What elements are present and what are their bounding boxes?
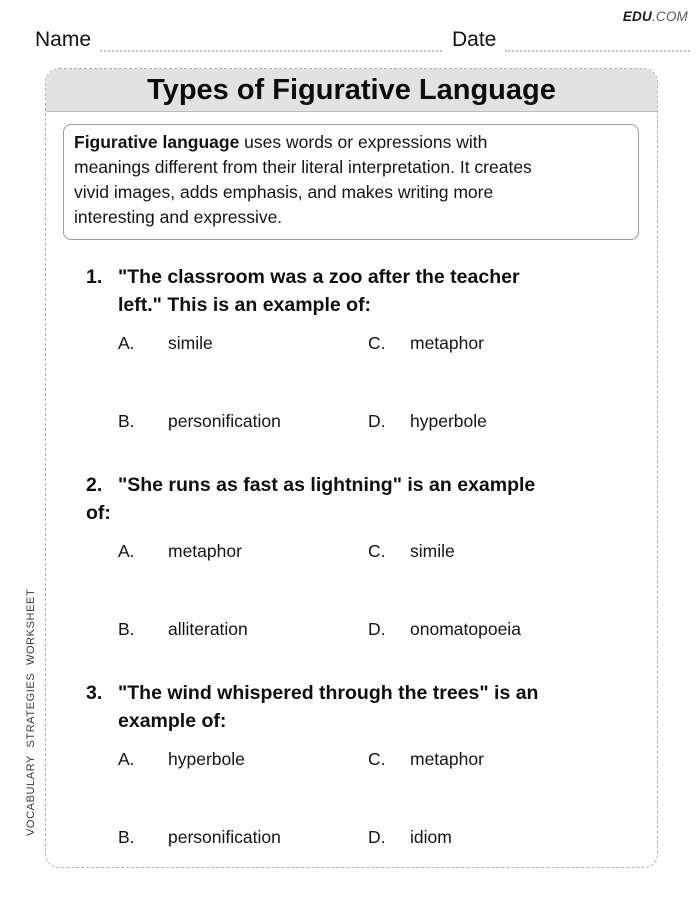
option-3D-text: idiom <box>410 827 452 847</box>
name-label: Name <box>35 28 92 51</box>
option-1A-text: simile <box>168 333 213 353</box>
option-row <box>118 748 639 770</box>
option-2A-text: metaphor <box>168 541 242 561</box>
definition-line-4: interesting and expressive. <box>74 207 283 227</box>
question-1-line-2: left." This is an example of: <box>118 293 372 316</box>
question-1-number: 1. <box>86 266 103 288</box>
name-date-row <box>35 27 690 53</box>
option-3A[interactable] <box>118 748 368 770</box>
worksheet-title: Types of Figurative Language <box>46 69 657 112</box>
edu-logo <box>623 9 688 24</box>
option-3C[interactable] <box>368 748 484 770</box>
worksheet-sheet <box>45 68 658 868</box>
option-1C-letter: C. <box>368 333 386 353</box>
question-3-number: 3. <box>86 682 103 704</box>
question-2-number: 2. <box>86 474 103 496</box>
option-1D-text: hyperbole <box>410 411 487 431</box>
question-2-line-2: of: <box>86 501 111 524</box>
question-3-line-2: example of: <box>118 709 227 732</box>
option-1B-text: personification <box>168 411 281 431</box>
option-row <box>118 540 639 562</box>
option-row <box>118 618 639 640</box>
option-3A-text: hyperbole <box>168 749 245 769</box>
question-1-options <box>86 332 639 432</box>
question-2-line-1-text: "She runs as fast as lightning" is an example <box>118 474 536 496</box>
question-3-line-1: "The wind whispered through the trees" is an <box>118 682 539 704</box>
option-1B[interactable] <box>118 410 368 432</box>
questions-section <box>46 240 657 848</box>
question-3 <box>86 680 639 848</box>
question-2-heading <box>86 472 639 527</box>
option-1B-letter: B. <box>118 411 135 431</box>
question-1-line-1: "The classroom was a zoo after the teacher <box>118 266 520 288</box>
option-2D-letter: D. <box>368 619 386 639</box>
question-3-options <box>86 748 639 848</box>
definition-lead: Figurative language <box>74 132 240 152</box>
option-2D[interactable] <box>368 618 521 640</box>
definition-box <box>63 124 639 240</box>
option-3D-letter: D. <box>368 827 386 847</box>
date-write-line[interactable] <box>505 40 690 52</box>
question-1-text <box>118 264 520 319</box>
option-row <box>118 410 639 432</box>
question-1-heading <box>86 264 639 319</box>
option-2B-text: alliteration <box>168 619 248 639</box>
option-3D[interactable] <box>368 826 452 848</box>
option-3C-text: metaphor <box>410 749 484 769</box>
option-1A-letter: A. <box>118 333 135 353</box>
option-2C-letter: C. <box>368 541 386 561</box>
option-2D-text: onomatopoeia <box>410 619 521 639</box>
definition-line-2: meanings different from their literal interpretation. It creates <box>74 157 532 177</box>
option-1A[interactable] <box>118 332 368 354</box>
edu-logo-light: .COM <box>651 9 688 24</box>
option-2B-letter: B. <box>118 619 135 639</box>
option-1D[interactable] <box>368 410 487 432</box>
option-3B-text: personification <box>168 827 281 847</box>
question-3-text <box>118 680 538 735</box>
option-3B[interactable] <box>118 826 368 848</box>
option-1C[interactable] <box>368 332 484 354</box>
vertical-worksheet-label: VOCABULARY STRATEGIES WORKSHEET <box>25 588 37 836</box>
option-row <box>118 826 639 848</box>
name-field <box>35 27 442 53</box>
option-2A-letter: A. <box>118 541 135 561</box>
option-3C-letter: C. <box>368 749 386 769</box>
option-3B-letter: B. <box>118 827 135 847</box>
question-2 <box>86 472 639 640</box>
option-2C-text: simile <box>410 541 455 561</box>
option-1C-text: metaphor <box>410 333 484 353</box>
definition-line-3: vivid images, adds emphasis, and makes writing more <box>74 182 494 202</box>
date-field <box>452 27 690 53</box>
option-2C[interactable] <box>368 540 455 562</box>
date-label: Date <box>452 28 497 51</box>
question-3-heading <box>86 680 639 735</box>
edu-logo-bold: EDU <box>622 9 652 24</box>
option-1D-letter: D. <box>368 411 386 431</box>
question-1 <box>86 264 639 432</box>
option-2B[interactable] <box>118 618 368 640</box>
option-3A-letter: A. <box>118 749 135 769</box>
option-2A[interactable] <box>118 540 368 562</box>
definition-line-1-rest: uses words or expressions with <box>239 132 488 152</box>
question-2-options <box>86 540 639 640</box>
name-write-line[interactable] <box>100 40 442 52</box>
option-row <box>118 332 639 354</box>
question-2-line-1 <box>86 472 639 500</box>
definition-line-1 <box>74 130 626 155</box>
